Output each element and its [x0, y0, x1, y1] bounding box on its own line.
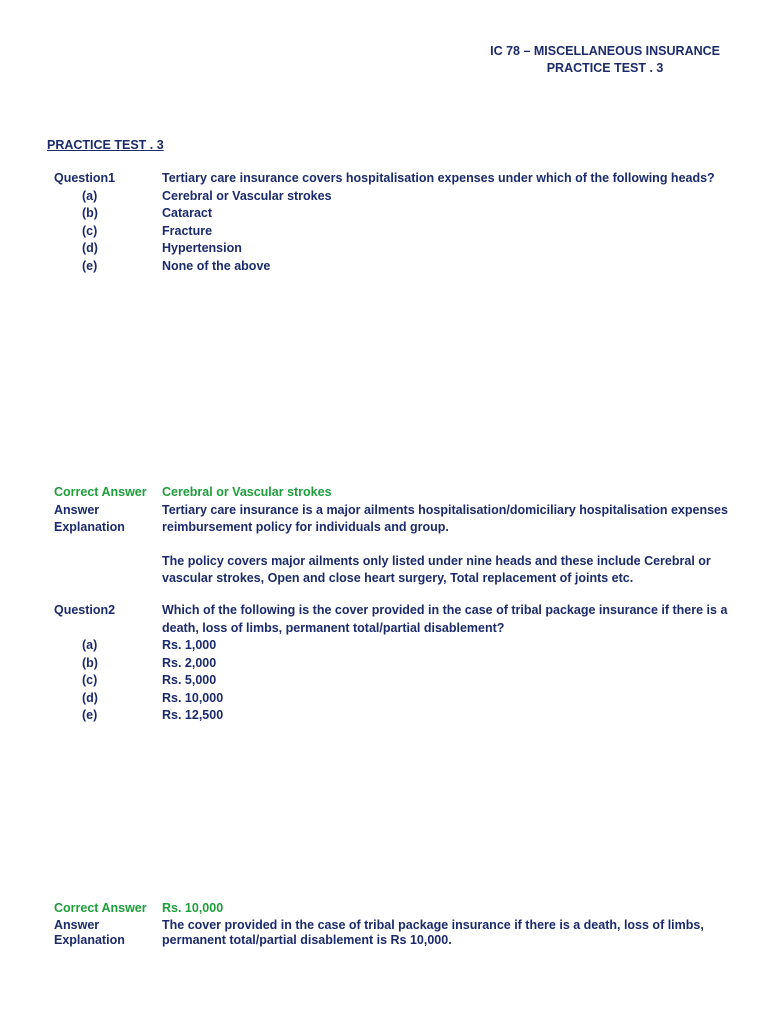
header-subtitle: PRACTICE TEST . 3 [546, 61, 664, 75]
option-key: (c) [82, 223, 98, 238]
answer-label: Answer [54, 917, 100, 932]
answer-1 [54, 484, 734, 588]
question-text: death, loss of limbs, permanent total/partial disablement? [162, 620, 505, 635]
option-key: (d) [82, 241, 98, 255]
option-text: Cataract [162, 206, 213, 220]
option-key: (b) [82, 655, 98, 670]
question-label: Question2 [54, 603, 116, 617]
option-text: Rs. 10,000 [162, 690, 224, 705]
option-row [54, 637, 734, 655]
option-key: (b) [82, 206, 98, 220]
option-text: Hypertension [162, 241, 242, 255]
explanation-line: The cover provided in the case of tribal package insurance if there is a death, loss of limbs, [162, 917, 704, 932]
explanation-label: Explanation [54, 520, 125, 534]
document-header [490, 43, 720, 77]
header-title: IC 78 – MISCELLANEOUS INSURANCE [490, 44, 720, 58]
option-row [54, 188, 734, 206]
option-key: (a) [82, 638, 98, 652]
option-row [54, 223, 734, 241]
question-text: Tertiary care insurance covers hospitalisation expenses under which of the following heads? [162, 171, 715, 185]
option-text: Rs. 12,500 [162, 708, 224, 722]
option-row [54, 690, 734, 708]
option-row [54, 258, 734, 276]
option-key: (a) [82, 188, 98, 203]
correct-answer-label: Correct Answer [54, 485, 147, 499]
option-row [54, 655, 734, 673]
question-label: Question1 [54, 171, 116, 185]
option-key: (e) [82, 708, 98, 722]
option-text: Rs. 1,000 [162, 638, 217, 652]
section-title: PRACTICE TEST . 3 [47, 138, 164, 152]
explanation-line: The policy covers major ailments only listed under nine heads and these include Cerebral or [162, 553, 711, 568]
option-text: Rs. 5,000 [162, 673, 217, 687]
answer-label: Answer [54, 502, 100, 517]
answer-2 [54, 900, 734, 949]
option-text: None of the above [162, 258, 271, 273]
option-key: (c) [82, 673, 98, 687]
question-2 [54, 602, 734, 725]
explanation-line: vascular strokes, Open and close heart surgery, Total replacement of joints etc. [162, 571, 634, 585]
option-row [54, 672, 734, 690]
correct-answer-label: Correct Answer [54, 901, 147, 915]
correct-answer-value: Cerebral or Vascular strokes [162, 485, 332, 499]
correct-answer-value: Rs. 10,000 [162, 901, 224, 915]
option-text: Fracture [162, 223, 213, 238]
question-1 [54, 170, 734, 275]
question-text: Which of the following is the cover provided in the case of tribal package insurance if there is a [162, 603, 728, 617]
option-text: Cerebral or Vascular strokes [162, 188, 332, 203]
option-key: (d) [82, 690, 98, 705]
explanation-label: Explanation [54, 933, 125, 947]
explanation-line: reimbursement policy for individuals and group. [162, 520, 449, 534]
option-row [54, 205, 734, 223]
option-row [54, 240, 734, 258]
option-row [54, 707, 734, 725]
explanation-line: permanent total/partial disablement is Rs 10,000. [162, 933, 452, 947]
option-text: Rs. 2,000 [162, 655, 217, 670]
option-key: (e) [82, 258, 98, 273]
explanation-line: Tertiary care insurance is a major ailments hospitalisation/domiciliary hospitalisation expenses [162, 502, 728, 517]
